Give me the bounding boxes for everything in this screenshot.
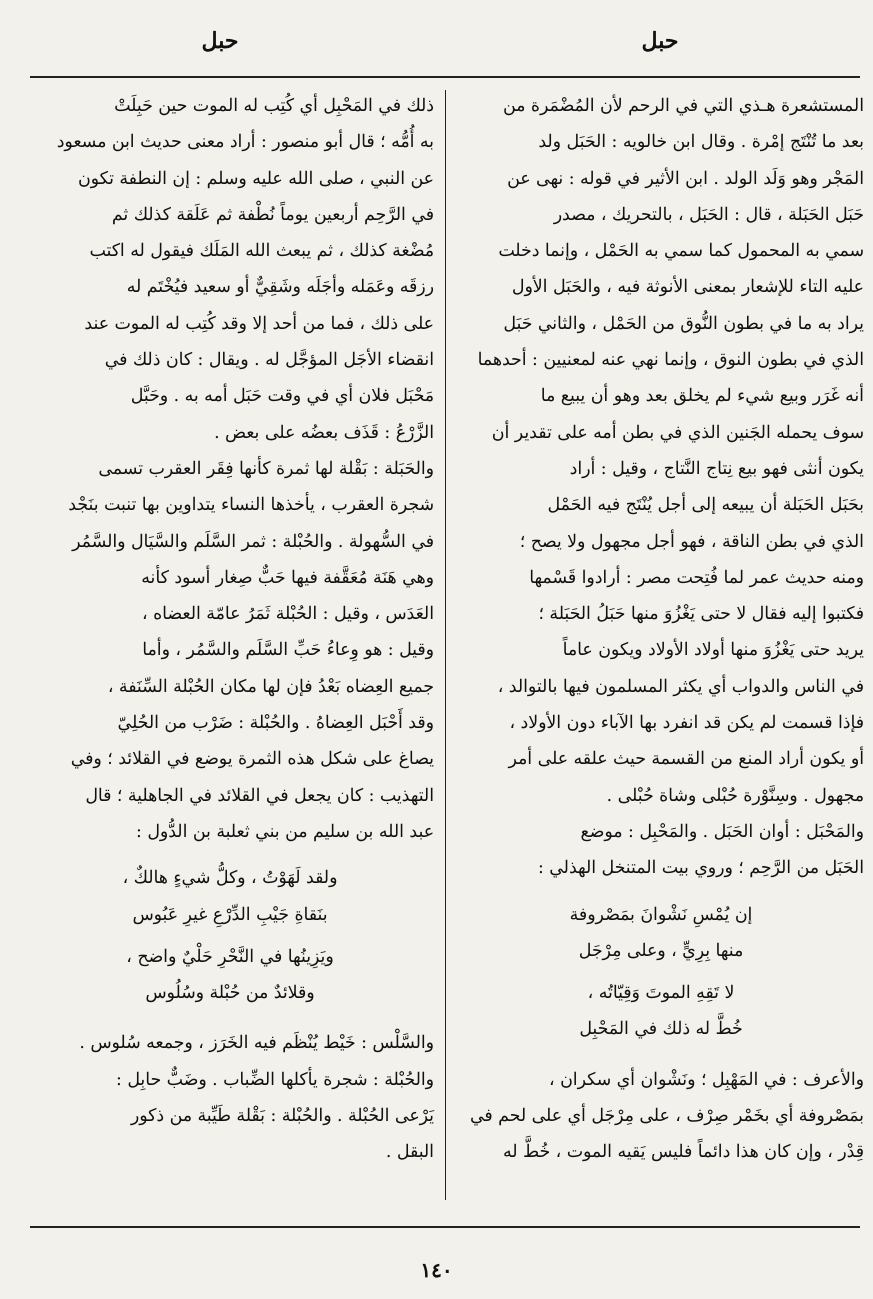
verse-line: وقلائدٌ من حُبْلة وسُلُوس (145, 983, 315, 1004)
text-line: الذي في بطون النوق ، وإنما نهي عنه لمعنيين : أحدهما (477, 350, 864, 371)
text-line: يراد به ما في بطون النُّوق من الحَمْل ، والثاني حَبَل (503, 313, 864, 334)
verse-line: إن يُمْسِ نَشْوانَ بمَصْروفة (569, 904, 753, 925)
text-line: الحَبَل من الرَّحِم ؛ وروي بيت المتنخل الهذلي : (537, 858, 864, 879)
text-line: المَجْر وهو وَلَد الولد . ابن الأثير في قوله : نهى عن (507, 168, 864, 189)
text-line: الذي في بطن الناقة ، فهو أجل مجهول ولا يصح ؛ (519, 531, 864, 552)
text-line: وهي هَنَة مُعَقَّفة فيها حَبٌّ صِغار أسود كأنه (141, 567, 434, 588)
text-line: المستشعرة هـذي التي في الرحم لأن المُضْمَرة من (503, 96, 864, 116)
text-line: عبد الله بن سليم من بني ثعلبة بن الدُّول : (136, 821, 434, 842)
column-divider (445, 90, 446, 1200)
text-line: على ذلك ، فما من أحد إلا وقد كُتِب له الموت عند (84, 313, 434, 334)
text-line: فإذا قسمت لم يكن قد انفرد بها الآباء دون الأولاد ، (509, 713, 864, 734)
text-line: والحُبْلة : شجرة يأكلها الضِّباب . وضَبٌّ حابِل : (116, 1069, 434, 1090)
verse-line: بنَقاةِ جَيْبِ الدِّرْعِ غيرِ عَبُوس (132, 904, 328, 925)
text-line: عليه التاء للإشعار بمعنى الأنوثة فيه ، والحَبَل الأول (511, 277, 864, 298)
text-line: والأعرف : في المَهْبِل ؛ ونَشْوان أي سكران ، (549, 1069, 864, 1090)
left-column (26, 88, 434, 1171)
text-line: بحَبَل الحَبَلة أن يبيعه إلى أجل يُنْتَج فيه الحَمْل (547, 495, 864, 516)
text-line: مَحْبَل فلان أي في وقت حَبَل أمه به . وحَبَّل (130, 386, 434, 407)
text-line: قِدْر ، وإن كان هذا دائماً فليس يَقيه الموت ، خُطَّ له (503, 1142, 864, 1163)
top-rule (30, 76, 860, 78)
text-line: يريد حتى يَغْزُوَ منها أولاد الأولاد ويكون عاماً (562, 640, 864, 661)
text-line: وقيل : هو وِعاءُ حَبِّ السَّلَم والسَّمُر ، وأما (142, 640, 434, 661)
text-line: عن النبي ، صلى الله عليه وسلم : إن النطفة تكون (77, 168, 434, 189)
right-header-title: حبل (641, 28, 679, 54)
text-line: في الرَّحِم أربعين يوماً نُطْفة ثم عَلَقة كذلك ثم (111, 204, 434, 225)
text-line: التهذيب : كان يجعل في القلائد في الجاهلية ؛ قال (85, 785, 434, 806)
text-line: به أُمُّه ؛ قال أبو منصور : أراد معنى حديث ابن مسعود (56, 132, 434, 153)
verse-line: منها بِرِيٍّ ، وعلى مِرْجَل (578, 940, 744, 961)
text-line: أنه غَرَر وبيع شيء لم يخلق بعد وهو أن يبيع ما (540, 386, 864, 407)
text-line: بمَصْروفة أي بخَمْر صِرْف ، على مِرْجَل أي على لحم في (470, 1106, 864, 1127)
text-line: انقضاء الأجَل المؤجَّل له . ويقال : كان ذلك في (104, 350, 434, 371)
text-line: والحَبَلة : بَقْلة لها ثمرة كأنها فِقَر العقرب تسمى (98, 458, 434, 479)
text-line: في السُّهولة . والحُبْلة : ثمر السَّلَم والسَّيَال والسَّمُر (72, 531, 434, 552)
text-line: جميع العِضاه بَعْدُ فإن لها مكان الحُبْلة السِّنَفة ، (107, 676, 434, 697)
text-line: ومنه حديث عمر لما فُتِحت مصر : أرادوا قَسْمها (529, 567, 864, 588)
poem-verse (458, 897, 864, 1048)
text-line: حَبَل الحَبَلة ، قال : الحَبَل ، بالتحريك ، مصدر (553, 204, 864, 225)
text-line: سوف يحمله الجَنين الذي في بطن أمه على تقدير أن (491, 422, 864, 443)
text-line: الزَّرْعُ : قَذَف بعضُه على بعض . (214, 422, 434, 443)
text-line: سمي به المحمول كما سمي به الحَمْل ، وإنما دخلت (498, 241, 864, 262)
text-line: بعد ما تُنْتَج إمْرة . وقال ابن خالويه : الحَبَل ولد (538, 132, 864, 153)
text-line: مُضْغة كذلك ، ثم يبعث الله المَلَك فيقول له اكتب (89, 241, 434, 262)
text-line: فكتبوا إليه فقال لا حتى يَغْزُوَ منها حَبَلُ الحَبَلة ؛ (538, 604, 864, 625)
text-line: شجرة العقرب ، يأخذها النساء يتداوين بها تنبت بنَجْد (68, 495, 434, 516)
text-line: يكون أنثى فهو بيع نِتاج النَّتاج ، وقيل : أراد (569, 458, 864, 479)
verse-line: لا تَقِهِ الموتَ وَقِيّاتُه ، (587, 983, 735, 1004)
poem-verse (26, 860, 434, 1011)
text-line: العَدَس ، وقيل : الحُبْلة ثَمَرُ عامّة العضاه ، (142, 604, 434, 625)
text-line: البقل . (385, 1142, 434, 1163)
text-line: والمَحْبَل : أوان الحَبَل . والمَحْبِل : موضع (580, 821, 864, 842)
text-line: رزقَه وعَمَله وأجَلَه وشَقِيٌّ أو سعيد فيُخْتَم له (126, 277, 434, 298)
verse-line: ويَزِينُها في النَّحْرِ حَلْيٌ واضح ، (126, 946, 334, 967)
verse-line: خُطَّ له ذلك في المَحْبِل (579, 1019, 743, 1040)
text-line: ذلك في المَحْبِل أي كُتِب له الموت حين حَبِلَتْ (114, 96, 434, 116)
text-line: أو يكون أراد المنع من القسمة حيث علقه على أمر (508, 749, 864, 770)
page-number: ١٤٠ (420, 1258, 453, 1282)
verse-line: ولقد لَهَوْتُ ، وكلُّ شيءٍ هالكٌ ، (122, 868, 338, 889)
text-line: في الناس والدواب أي يكثر المسلمون فيها بالتوالد ، (497, 676, 864, 697)
text-line: يَرْعى الحُبْلة . والحُبْلة : بَقْلة طَيِّبة من ذكور (130, 1106, 434, 1127)
right-column (458, 88, 864, 1171)
bottom-rule (30, 1226, 860, 1228)
text-line: مجهول . وسِنَّوْرة حُبْلى وشاة حُبْلى . (606, 785, 864, 806)
left-header-title: حبل (201, 28, 239, 54)
text-line: يصاغ على شكل هذه الثمرة يوضع في القلائد ؛ وفي (70, 749, 434, 770)
text-line: وقد أَحْبَل العِضاهُ . والحُبْلة : ضَرْب من الحُلِيّ (117, 713, 434, 734)
text-line: والسَّلْس : خَيْط يُنْظَم فيه الخَرَز ، وجمعه سُلوس . (79, 1033, 434, 1054)
